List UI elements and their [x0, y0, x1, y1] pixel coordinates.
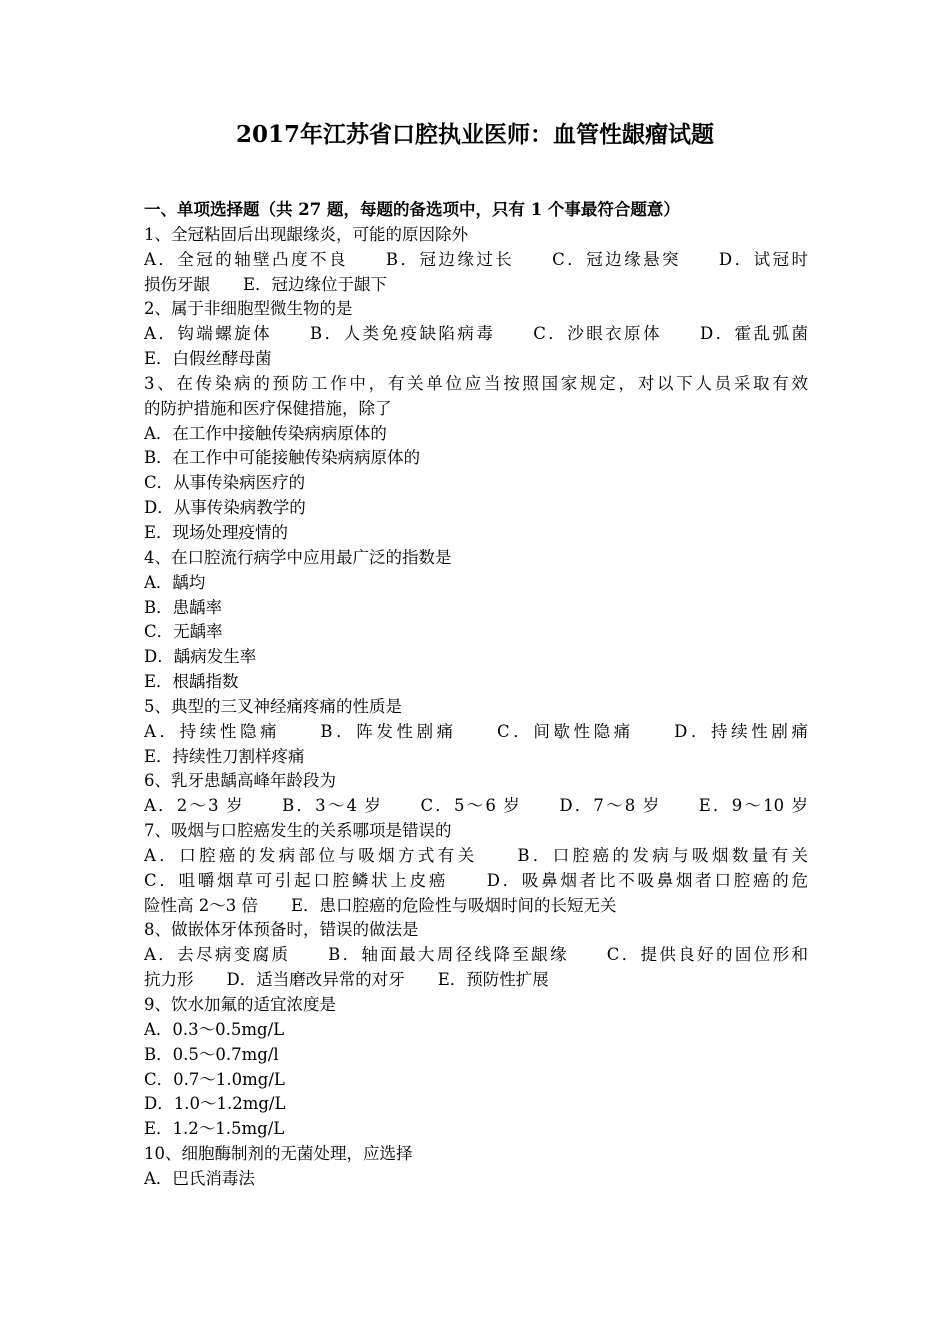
text-line: A．全冠的轴壁凸度不良 B．冠边缘过长 C．冠边缘悬突 D．试冠时 [144, 249, 808, 269]
text-line: A．0.3～0.5mg/L [144, 1019, 285, 1039]
text-line: 损伤牙龈 E．冠边缘位于龈下 [144, 274, 388, 294]
text-line: 的防护措施和医疗保健措施，除了 [144, 398, 392, 418]
text-line: 9、饮水加氟的适宜浓度是 [144, 995, 336, 1014]
text-line: 抗力形 D．适当磨改异常的对牙 E．预防性扩展 [144, 970, 549, 990]
text-line: A．2～3 岁 B．3～4 岁 C．5～6 岁 D．7～8 岁 E．9～10 岁 [144, 796, 808, 816]
text-line: 1、全冠粘固后出现龈缘炎，可能的原因除外 [144, 224, 468, 244]
text-line: 6、乳牙患龋高峰年龄段为 [144, 771, 336, 791]
text-line: B．患龋率 [144, 597, 223, 617]
text-line: D．1.0～1.2mg/L [144, 1094, 286, 1114]
document-title: 2017年江苏省口腔执业医师：血管性龈瘤试题 [235, 121, 714, 148]
text-line: A．钩端螺旋体 B．人类免疫缺陷病毒 C．沙眼衣原体 D．霍乱弧菌 [144, 324, 808, 344]
text-line: C．从事传染病医疗的 [144, 473, 306, 493]
text-line: E．持续性刀割样疼痛 [144, 746, 305, 766]
text-line: A．巴氏消毒法 [144, 1168, 255, 1188]
section-heading: 一、单项选择题（共 27 题，每题的备选项中，只有 1 个事最符合题意） [144, 200, 680, 219]
text-line: A．龋均 [144, 572, 206, 592]
text-line: 3、在传染病的预防工作中，有关单位应当按照国家规定，对以下人员采取有效 [144, 373, 808, 393]
text-line: E．根龋指数 [144, 672, 239, 692]
text-line: D．从事传染病教学的 [144, 498, 306, 518]
text-line: 8、做嵌体牙体预备时，错误的做法是 [144, 920, 419, 940]
document-body [144, 198, 808, 1192]
text-line: 5、典型的三叉神经痛疼痛的性质是 [144, 696, 402, 716]
text-line: A．在工作中接触传染病病原体的 [144, 423, 387, 443]
question-lines [144, 223, 808, 1192]
text-line: E．白假丝酵母菌 [144, 349, 272, 369]
text-line: 险性高 2～3 倍 E．患口腔癌的危险性与吸烟时间的长短无关 [144, 895, 617, 915]
text-line: A．持续性隐痛 B．阵发性剧痛 C．间歇性隐痛 D．持续性剧痛 [144, 721, 808, 741]
text-line: B．0.5～0.7mg/l [144, 1044, 279, 1064]
text-line: 7、吸烟与口腔癌发生的关系哪项是错误的 [144, 821, 452, 841]
text-line: E．现场处理疫情的 [144, 522, 289, 542]
text-line: C．咀嚼烟草可引起口腔鳞状上皮癌 D．吸鼻烟者比不吸鼻烟者口腔癌的危 [144, 870, 808, 890]
text-line: C．无龋率 [144, 622, 223, 642]
text-line: D．龋病发生率 [144, 647, 257, 667]
text-line: 10、细胞酶制剂的无菌处理，应选择 [144, 1144, 413, 1164]
text-line: C．0.7～1.0mg/L [144, 1069, 285, 1089]
text-line: 4、在口腔流行病学中应用最广泛的指数是 [144, 547, 452, 567]
text-line: A．去尽病变腐质 B．轴面最大周径线降至龈缘 C．提供良好的固位形和 [144, 945, 808, 965]
text-line: E．1.2～1.5mg/L [144, 1119, 285, 1139]
text-line: B．在工作中可能接触传染病病原体的 [144, 448, 421, 468]
text-line: A．口腔癌的发病部位与吸烟方式有关 B．口腔癌的发病与吸烟数量有关 [144, 845, 808, 865]
text-line: 2、属于非细胞型微生物的是 [144, 299, 353, 319]
